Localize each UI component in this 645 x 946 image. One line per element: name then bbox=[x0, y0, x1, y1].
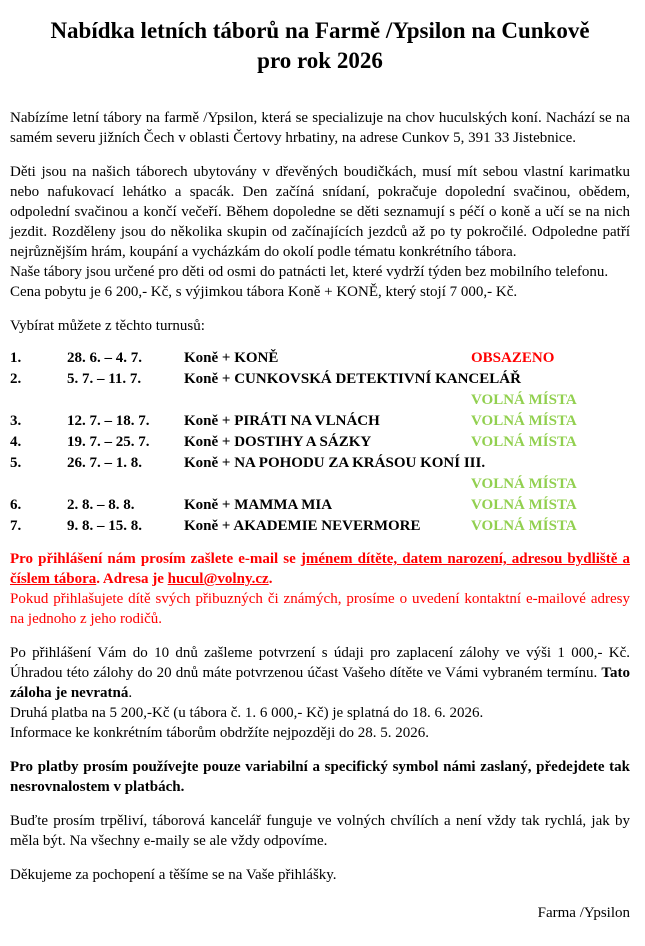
page-title-line2: pro rok 2026 bbox=[257, 48, 383, 73]
payment-info bbox=[10, 643, 630, 743]
camp-status-row-5 bbox=[10, 474, 630, 495]
camp-status-free: VOLNÁ MÍSTA bbox=[471, 476, 577, 492]
camp-status-row-2 bbox=[10, 390, 630, 411]
camp-row-5 bbox=[10, 453, 630, 474]
camp-date: 5. 7. – 11. 7. bbox=[67, 371, 142, 387]
turnusy-heading: Vybírat můžete z těchto turnusů: bbox=[10, 318, 205, 334]
camp-name: Koně + MAMMA MIA bbox=[184, 497, 333, 513]
signature: Farma /Ypsilon bbox=[537, 905, 630, 921]
camp-name: Koně + CUNKOVSKÁ DETEKTIVNÍ KANCELÁŘ bbox=[184, 371, 521, 387]
camp-number: 7. bbox=[10, 518, 22, 534]
camp-number: 6. bbox=[10, 497, 22, 513]
payment-camp-info-deadline: Informace ke konkrétním táborům obdržíte nejpozději do 28. 5. 2026. bbox=[10, 725, 430, 741]
signup-text-1: Pro přihlášení nám prosím zašlete e-mail se bbox=[10, 551, 301, 567]
signup-notice bbox=[10, 549, 630, 629]
intro-paragraph-2: Děti jsou na našich táborech ubytovány v dřevěných boudičkách, musí mít sebou vlastní karimatku nebo nafukovací lehátko a spacák. Den začíná snídaní, pokračuje dopolední svačinou, obědem, odpolední svačinou a končí večeří. Během dopoledne se děti seznamují s péčí o koně a učí se na nich jezdit. Rozděleny jsou do několika skupin od začínajících jezdců až po ty pokročilé. Odpoledne patří nejrůznějším hrám, koupání a vycházkám do okolí podle tématu konkrétního tábora. bbox=[10, 164, 630, 260]
camp-row-2 bbox=[10, 369, 630, 390]
patience-note: Buďte prosím trpěliví, táborová kancelář funguje ve volných chvílích a není vždy tak rychlá, jak by měla být. Na všechny e-maily se ale vždy odpovíme. bbox=[10, 813, 630, 849]
camp-status-free: VOLNÁ MÍSTA bbox=[471, 434, 577, 450]
signup-required-fields: jménem dítěte, datem narození, adresou bydliště a číslem tábora bbox=[10, 551, 630, 587]
camp-number: 5. bbox=[10, 455, 22, 471]
signup-text-3: . bbox=[268, 571, 273, 587]
camp-name: Koně + DOSTIHY A SÁZKY bbox=[184, 434, 372, 450]
signup-instructions bbox=[10, 549, 630, 589]
camp-date: 9. 8. – 15. 8. bbox=[67, 518, 142, 534]
payment-symbols-notice: Pro platby prosím používejte pouze variabilní a specifický symbol námi zaslaný, předejdete tak nesrovnalostem v platbách. bbox=[10, 759, 630, 795]
signup-relatives-note: Pokud přihlašujete dítě svých přibuzných či známých, prosíme o uvedení kontaktní e-mailové adresy na jednoho z jeho rodičů. bbox=[10, 591, 630, 627]
camp-row-1 bbox=[10, 348, 630, 369]
camp-status-free: VOLNÁ MÍSTA bbox=[471, 497, 577, 513]
intro-paragraph-4: Cena pobytu je 6 200,- Kč, s výjimkou tábora Koně + KONĚ, který stojí 7 000,- Kč. bbox=[10, 284, 518, 300]
camp-name: Koně + PIRÁTI NA VLNÁCH bbox=[184, 413, 380, 429]
thanks-note: Děkujeme za pochopení a těšíme se na Vaše přihlášky. bbox=[10, 867, 337, 883]
page-title-line1: Nabídka letních táborů na Farmě /Ypsilon na Cunkově bbox=[50, 18, 590, 43]
camp-number: 2. bbox=[10, 371, 22, 387]
payment-text: Po přihlášení Vám do 10 dnů zašleme potvrzení s údaji pro zaplacení zálohy ve výši 1 000,- Kč. Úhradou této zálohy do 20 dnů máte potvrzenou účast Vašeho dítěte ve Vámi vybraném termínu. bbox=[10, 645, 630, 681]
camp-date: 28. 6. – 4. 7. bbox=[67, 350, 142, 366]
intro-block-2 bbox=[10, 162, 630, 302]
camp-status-free: VOLNÁ MÍSTA bbox=[471, 413, 577, 429]
camp-date: 12. 7. – 18. 7. bbox=[67, 413, 150, 429]
camp-number: 1. bbox=[10, 350, 22, 366]
payment-second-installment: Druhá platba na 5 200,-Kč (u tábora č. 1. 6 000,- Kč) je splatná do 18. 6. 2026. bbox=[10, 705, 484, 721]
payment-nonrefundable: Tato záloha je nevratná bbox=[10, 665, 630, 701]
camp-row-6 bbox=[10, 495, 630, 516]
intro-paragraph-3: Naše tábory jsou určené pro děti od osmi do patnácti let, které vydrží týden bez mobilního telefonu. bbox=[10, 264, 609, 280]
payment-paragraph bbox=[10, 643, 630, 703]
signup-text-2: . Adresa je bbox=[96, 571, 168, 587]
camp-name: Koně + NA POHODU ZA KRÁSOU KONÍ III. bbox=[184, 455, 486, 471]
camp-list bbox=[10, 348, 630, 537]
camp-name: Koně + KONĚ bbox=[184, 350, 279, 366]
camp-row-4 bbox=[10, 432, 630, 453]
camp-status-free: VOLNÁ MÍSTA bbox=[471, 518, 577, 534]
camp-date: 2. 8. – 8. 8. bbox=[67, 497, 135, 513]
camp-number: 4. bbox=[10, 434, 22, 450]
intro-paragraph-1: Nabízíme letní tábory na farmě /Ypsilon, která se specializuje na chov huculských koní. Nachází se na samém severu jižních Čech v oblasti Čertovy hrbatiny, na adrese Cunkov 5, 391 33 Jistebnice. bbox=[10, 110, 630, 146]
page-title bbox=[10, 16, 630, 76]
camp-status-free: VOLNÁ MÍSTA bbox=[471, 392, 577, 408]
camp-date: 19. 7. – 25. 7. bbox=[67, 434, 150, 450]
email-link[interactable]: hucul@volny.cz bbox=[167, 571, 269, 587]
camp-name: Koně + AKADEMIE NEVERMORE bbox=[184, 518, 421, 534]
payment-text-end: . bbox=[128, 685, 133, 701]
camp-date: 26. 7. – 1. 8. bbox=[67, 455, 142, 471]
camp-row-7 bbox=[10, 516, 630, 537]
camp-row-3 bbox=[10, 411, 630, 432]
camp-status-occupied: OBSAZENO bbox=[471, 350, 555, 366]
camp-number: 3. bbox=[10, 413, 22, 429]
